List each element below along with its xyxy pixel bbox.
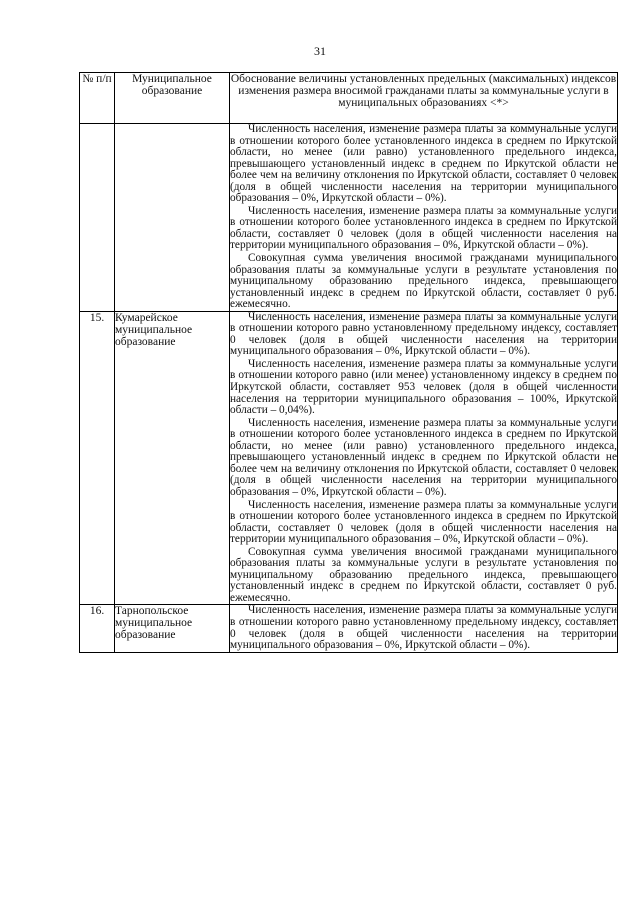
paragraph: Численность населения, изменение размера платы за коммунальные услуги в отношении которого равно (или менее) установленному индексу в среднем по Иркутской области, составляет 953 человек (доля в общей численности населения на территории муниципального образования – 100%, Иркутской области – 0,04%). <box>230 357 617 417</box>
header-justification: Обоснование величины установленных предельных (максимальных) индексов изменения размера вносимой гражданами платы за коммунальные услуги в муниципальных образованиях <*> <box>230 73 618 124</box>
header-number: № п/п <box>80 73 115 124</box>
header-municipality: Муниципальное образование <box>115 73 230 124</box>
justification-table <box>79 72 618 653</box>
row-justification <box>230 124 618 312</box>
row-justification <box>230 311 618 605</box>
paragraph: Численность населения, изменение размера платы за коммунальные услуги в отношении которого равно установленному предельному индексу, составляет 0 человек (доля в общей численности населения на территории муниципального образования – 0%, Иркутской области – 0%). <box>230 604 617 652</box>
table-row <box>80 124 618 312</box>
table-row <box>80 605 618 652</box>
row-municipality <box>115 124 230 312</box>
paragraph: Численность населения, изменение размера платы за коммунальные услуги в отношении которого более установленного индекса в среднем по Иркутской области, составляет 0 человек (доля в общей численности населения на территории муниципального образования – 0%, Иркутской области – 0%). <box>230 204 617 252</box>
paragraph: Совокупная сумма увеличения вносимой гражданами муниципального образования платы за коммунальные услуги в результате установления по муниципальному образованию предельного индекса, превышающего установленный индекс в среднем по Иркутской области, составляет 0 руб. ежемесячно. <box>230 545 617 604</box>
row-municipality: Кумарейское муниципальное образование <box>115 311 230 605</box>
paragraph: Численность населения, изменение размера платы за коммунальные услуги в отношении которого более установленного индекса в среднем по Иркутской области, но менее (или равно) установленного предельного индекса, превышающего установленный индекс в среднем по Иркутской области не более чем на величину отклонения по Иркутской области, составляет 0 человек (доля в общей численности населения на территории муниципального образования – 0%, Иркутской области – 0%). <box>230 416 617 498</box>
paragraph: Совокупная сумма увеличения вносимой гражданами муниципального образования платы за коммунальные услуги в результате установления по муниципальному образованию предельного индекса, превышающего установленный индекс в среднем по Иркутской области, составляет 0 руб. ежемесячно. <box>230 252 617 311</box>
paragraph: Численность населения, изменение размера платы за коммунальные услуги в отношении которого более установленного индекса в среднем по Иркутской области, составляет 0 человек (доля в общей численности населения на территории муниципального образования – 0%, Иркутской области – 0%). <box>230 498 617 546</box>
row-municipality: Тарнопольское муниципальное образование <box>115 605 230 652</box>
row-number <box>80 124 115 312</box>
row-number: 15. <box>80 311 115 605</box>
table-header-row <box>80 73 618 124</box>
table-row <box>80 311 618 605</box>
row-justification <box>230 605 618 652</box>
row-number: 16. <box>80 605 115 652</box>
paragraph: Численность населения, изменение размера платы за коммунальные услуги в отношении которого более установленного индекса в среднем по Иркутской области, но менее (или равно) установленного предельного индекса, превышающего установленный индекс в среднем по Иркутской области не более чем на величину отклонения по Иркутской области, составляет 0 человек (доля в общей численности населения на территории муниципального образования – 0%, Иркутской области – 0%). <box>230 123 617 205</box>
paragraph: Численность населения, изменение размера платы за коммунальные услуги в отношении которого равно установленному предельному индексу, составляет 0 человек (доля в общей численности населения на территории муниципального образования – 0%, Иркутской области – 0%). <box>230 310 617 358</box>
page-number: 31 <box>314 44 326 58</box>
